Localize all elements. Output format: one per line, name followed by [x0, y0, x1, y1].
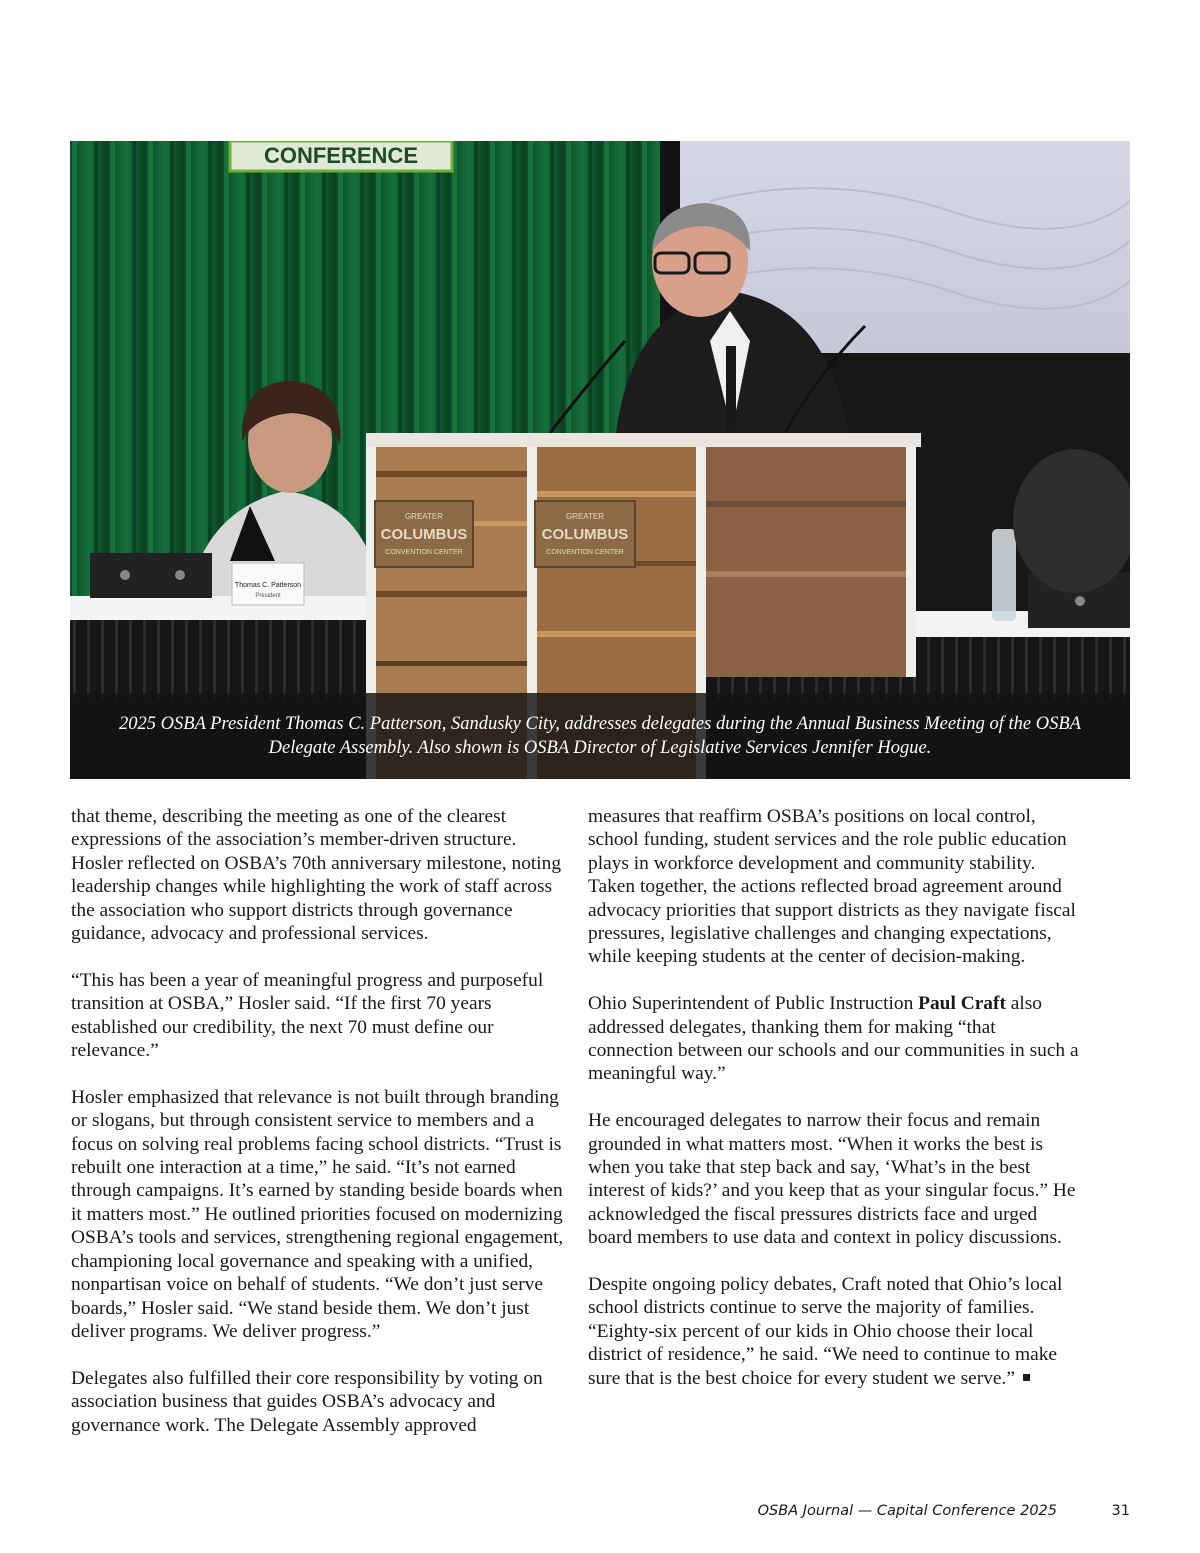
nameplate-left-title: President — [255, 593, 281, 599]
podium-sign-left-line3: CONVENTION CENTER — [385, 549, 463, 556]
podium-sign-right-line1: GREATER — [565, 512, 605, 521]
nameplate-left-name: Thomas C. Patterson — [234, 582, 302, 589]
right-paragraph-2-rest: also addressed delegates, thanking them for making “that connection between our schools and our communities in such a meaningful way.” — [588, 993, 1079, 1085]
end-of-article-mark — [1023, 1374, 1030, 1381]
right-paragraph-3: He encouraged delegates to narrow their focus and remain grounded in what matters most. “When it works the best is when you take that step back and say, ‘What’s in the best interest of kids?’ and you keep that as your singular focus.” He acknowledged the fiscal pressures districts face and urged board members to use data and context in policy discussions. — [588, 1110, 1076, 1249]
left-table — [70, 596, 375, 620]
paul-craft-name: Paul Craft — [918, 993, 1006, 1015]
right-paragraph-1: measures that reaffirm OSBA’s positions on local control, school funding, student services and the role public education plays in workforce development and community stability. Taken together, the actions reflected broad agreement around advocacy priorities that support districts as they navigate fiscal pressures, legislative challenges and changing expectations, while keeping students at the center of decision-making. — [588, 806, 1076, 968]
podium-sign-left-line1: GREATER — [404, 512, 444, 521]
left-paragraph-4: Delegates also fulfilled their core responsibility by voting on association business that guides OSBA’s advocacy and governance work. The Delegate Assembly approved — [71, 1367, 543, 1436]
left-paragraph-2: “This has been a year of meaningful progress and purposeful transition at OSBA,” Hosler said. “If the first 70 years established our credibility, the next 70 must define our relevance.” — [71, 969, 544, 1062]
article-column-left — [71, 805, 569, 1460]
podium-sign-left-line2: COLUMBUS — [380, 526, 468, 543]
article-photo — [70, 141, 1130, 779]
photo-caption-text: 2025 OSBA President Thomas C. Patterson, Sandusky City, addresses delegates during the Annual Business Meeting of the OSBA Delegate Assembly. Also shown is OSBA Director of Legislative Services Jennifer Hogue. — [119, 714, 1081, 758]
photo-illustration — [70, 141, 1130, 779]
right-paragraph-2 — [588, 992, 1082, 1086]
right-paragraph-2-lead: Ohio Superintendent of Public Instruction — [588, 993, 919, 1015]
photo-caption — [70, 693, 1130, 779]
right-paragraph-4 — [588, 1273, 1082, 1390]
podium-sign-right-line3: CONVENTION CENTER — [546, 549, 624, 556]
footer-publication: OSBA Journal — Capital Conference 2025 — [757, 1503, 1057, 1519]
left-paragraph-3: Hosler emphasized that relevance is not built through branding or slogans, but through consistent service to members and a focus on solving real problems facing school districts. “Trust is rebuilt one interaction at a time,” he said. “It’s not earned through campaigns. It’s earned by standing beside boards when it matters most.” He outlined priorities focused on modernizing OSBA’s tools and services, strengthening regional engagement, championing local governance and speaking with a unified, nonpartisan voice on behalf of students. “We don’t just serve boards,” Hosler said. “We stand beside them. We don’t just deliver programs. We deliver progress.” — [71, 1086, 564, 1342]
conference-sign-text: CONFERENCE — [263, 143, 419, 168]
left-paragraph-1: that theme, describing the meeting as one of the clearest expressions of the association’s member-driven structure. Hosler reflected on OSBA’s 70th anniversary milestone, noting leadership changes while highlighting the work of staff across the association who support districts through governance guidance, advocacy and professional services. — [71, 806, 562, 945]
article-column-right — [588, 805, 1082, 1414]
right-paragraph-4-text: Despite ongoing policy debates, Craft noted that Ohio’s local school districts continue to serve the majority of families. “Eighty-six percent of our kids in Ohio choose their local district of residence,” he said. “We need to continue to make sure that is the best choice for every student we serve.” — [588, 1274, 1063, 1389]
podium-sign-right-line2: COLUMBUS — [541, 526, 629, 543]
page-footer — [600, 1503, 1130, 1525]
page-number: 31 — [1111, 1503, 1130, 1519]
